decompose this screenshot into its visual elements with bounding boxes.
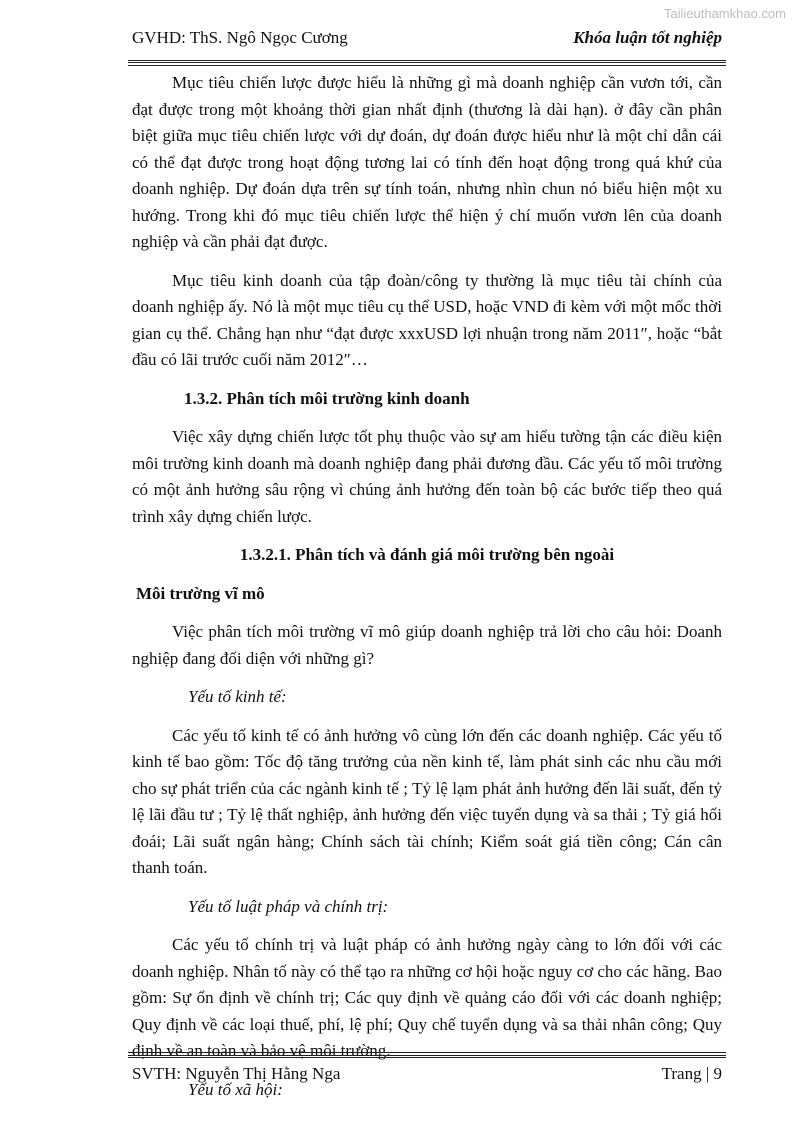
paragraph-economic: Các yếu tố kinh tế có ảnh hưởng vô cùng lớn đến các doanh nghiệp. Các yếu tố kinh tế bao gồm: Tốc độ tăng trưởng của nền kinh tế, làm phát sinh các nhu cầu mới cho sự phát triển của các ngành kinh tế ; Tỷ lệ lạm phát ảnh hưởng đến lãi suất, đến tỷ lệ lãi đầu tư ; Tỷ lệ thất nghiệp, ảnh hưởng đến việc tuyển dụng và sa thải ; Tỷ giá hối đoái; Lãi suất ngân hàng; Chính sách tài chính; Kiểm soát giá tiền công; Cán cân thanh toán. [132, 725, 722, 877]
subheading-economic: Yếu tố kinh tế: [188, 687, 287, 706]
subheading-social: Yếu tố xã hội: [188, 1079, 283, 1099]
paragraph-macro-intro: Việc phân tích môi trường vĩ mô giúp doanh nghiệp trả lời cho câu hỏi: Doanh nghiệp đang đối diện với những gì? [132, 622, 722, 668]
footer-student: SVTH: Nguyễn Thị Hằng Nga [132, 1064, 341, 1083]
heading-1-3-2: 1.3.2. Phân tích môi trường kinh doanh [184, 388, 470, 408]
header-rule [128, 60, 726, 66]
paragraph-strategic-goal: Mục tiêu chiến lược được hiểu là những gì mà doanh nghiệp cần vươn tới, cần đạt được trong một khoảng thời gian nhất định (thương là dài hạn). ở đây cần phân biệt giữa mục tiêu chiến lược với dự đoán, dự đoán được hiểu như là một chỉ dẫn cái có thể đạt được trong hoạt động tương lai có tính đến hoạt động trong quá khứ của doanh nghiệp. Dự đoán dựa trên sự tính toán, nhưng nhìn chun nó biểu hiện một xu hướng. Trong khi đó mục tiêu chiến lược thể hiện ý chí muốn vươn lên của doanh nghiệp và cần phải đạt được. [132, 73, 722, 251]
page-body [132, 70, 722, 1115]
heading-1-3-2-1: 1.3.2.1. Phân tích và đánh giá môi trường bên ngoài [239, 545, 615, 564]
paragraph-environment: Việc xây dựng chiến lược tốt phụ thuộc vào sự am hiểu tường tận các điều kiện môi trường kinh doanh mà doanh nghiệp đang phải đương đầu. Các yếu tố môi trường có một ảnh hưởng sâu rộng vì chúng ảnh hưởng đến toàn bộ các bước tiếp theo quá trình xây dựng chiến lược. [132, 427, 722, 526]
header-title: Khóa luận tốt nghiệp [573, 28, 722, 47]
header-advisor: GVHD: ThS. Ngô Ngọc Cương [132, 28, 348, 47]
watermark: Tailieuthamkhao.com [663, 6, 786, 21]
paragraph-legal-political: Các yếu tố chính trị và luật pháp có ảnh hưởng ngày càng to lớn đối với các doanh nghiệp. Nhân tố này có thể tạo ra những cơ hội hoặc nguy cơ cho các hãng. Bao gồm: Sự ổn định về chính trị; Các quy định về quảng cáo đối với các doanh nghiệp; Quy định về các loại thuế, phí, lệ phí; Quy chế tuyển dụng và sa thải nhân công; Quy định về an toàn và bảo vệ môi trường. [132, 935, 722, 1060]
subheading-legal-political: Yếu tố luật pháp và chính trị: [188, 896, 389, 916]
page-header [132, 28, 722, 52]
footer-rule [128, 1052, 726, 1058]
page-number: Trang | 9 [661, 1064, 722, 1083]
paragraph-business-goal: Mục tiêu kinh doanh của tập đoàn/công ty thường là mục tiêu tài chính của doanh nghiệp ấy. Nó là một mục tiêu cụ thể USD, hoặc VND đi kèm với một mốc thời gian cụ thể. Chẳng hạn như “đạt được xxxUSD lợi nhuận trong năm 2011″, hoặc “bắt đầu có lãi trước cuối năm 2012″… [132, 270, 722, 369]
heading-macro-environment: Môi trường vĩ mô [136, 583, 265, 603]
